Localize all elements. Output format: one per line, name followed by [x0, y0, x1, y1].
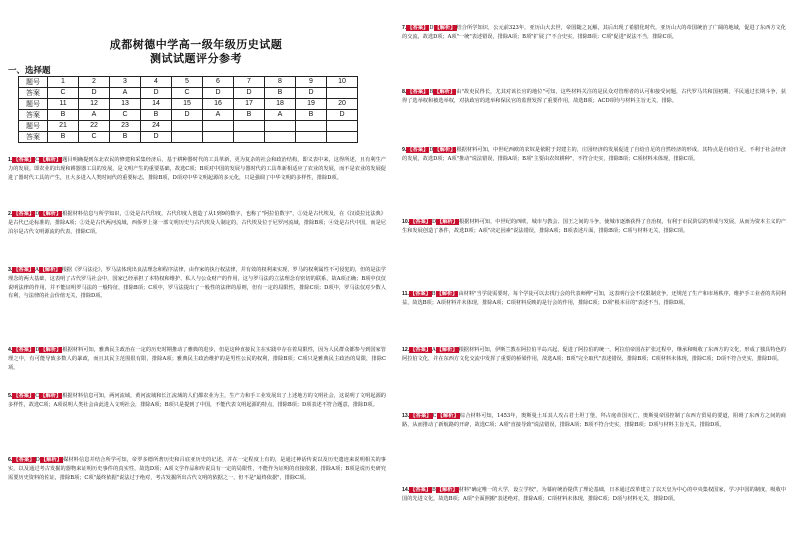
question-7: 7.【答案】D【解析】结合所学知识，公元前323年，亚历山大去世，帝国随之瓦解，其后出现了希腊化时代，亚历山大的帝国统治了广阔的地域，促进了东西方文化的交流，故选D项；A项"一统"表述错误，排除A项；B项"扩展了"不合史实，排除B项；C项"促进"说法不当，排除C项。 [402, 25, 786, 40]
answer-key-cell: 5 [172, 77, 203, 88]
answer-key-cell: 14 [141, 99, 172, 110]
answer-key-cell: B [48, 110, 79, 121]
answer-key-cell: A [79, 110, 110, 121]
answer-key-cell [327, 132, 358, 143]
answer-key-cell [296, 121, 327, 132]
answer-key-row-header: 答案 [19, 88, 48, 99]
answer-key-cell [327, 121, 358, 132]
answer-key-cell: C [172, 88, 203, 99]
document-title: 成都树德中学高一级年级历史试题 [109, 38, 283, 51]
answer-key-cell: 1 [48, 77, 79, 88]
question-11: 11.【答案】B【解析】由材料"当学徒需要时，每个学徒可以去找行会的代表师傅"可知，这表明行会不仅限制竞争，还规范了生产和市场秩序，维护手工业者的共同利益，故选B项；A项材料并未体现，排除A项；C项材料反映的是行会的作用，排除C项；D项"根本目的"表述不当，排除D项。 [402, 291, 786, 306]
answer-key-cell: 11 [48, 99, 79, 110]
answer-key-answer-row [19, 132, 358, 143]
answer-key-cell: D [141, 88, 172, 99]
section-heading-choice: 一、选择题 [8, 66, 51, 76]
answer-key-cell [234, 121, 265, 132]
answer-key-cell: 23 [110, 121, 141, 132]
answer-key-cell: D [296, 88, 327, 99]
answer-key-cell: 9 [296, 77, 327, 88]
answer-key-cell: D [203, 88, 234, 99]
answer-key-cell: A [265, 110, 296, 121]
answer-key-cell [172, 132, 203, 143]
question-10: 10.【答案】D【解析】根据材料可知，中世纪的西欧，城市与教会、国王之间的斗争，使城市逐渐获得了自治权，有利于市民阶层的形成与发展，从而为资本主义的产生和发展创造了条件，故选D项；A项"决定因素"说法错误，排除A项；B项表述片面，排除B项；C项与材料无关，排除C项。 [402, 219, 786, 234]
question-2: 2.【答案】D【解析】根据材料信息与所学知识，②处是古代印度，古代印度人创造了从1到9的数字，也称了"阿拉伯数字"，①处是古代埃及，在《汉谟拉比法典》是古代已论标准的，排除A项；②处是古代两河流域，西侨罗上第一部文明历史与古代埃及人制定的，古代埃及位于尼罗河流域，排除B项；④处是古代中国，而是尼泊尔是古代文明源流的代表，排除C项。 [8, 211, 386, 235]
left-column [0, 0, 392, 560]
answer-key-cell: 19 [296, 99, 327, 110]
answer-key-cell [203, 121, 234, 132]
answer-key-cell: 16 [203, 99, 234, 110]
answer-key-cell: 18 [265, 99, 296, 110]
answer-key-cell [265, 132, 296, 143]
answer-key-cell: C [48, 88, 79, 99]
answer-key-table [18, 76, 358, 143]
answer-key-cell: C [79, 132, 110, 143]
question-4: 4.【答案】D【解析】根据材料可知，雅典民主政治在一定的历史时期推动了雅典的进步，但是这种直接民主在实践中存在着局限性，因为人民群众都参与到国家管理之中，有可能导致多数人的暴政，而且其民主范围很有限，排除A项；雅典民主政治维护的是男性公民的权利，排除B项；C项只是雅典民主政治的局限，排除C项。 [8, 347, 386, 371]
answer-key-cell: B [48, 132, 79, 143]
question-9: 9.【答案】D【解析】根据材料可知，中世纪西欧的农奴是依附于封建主的，庄园经济的发展促进了自给自足的自然经济的形成，其特点是自给自足，不利于社会经济的发展，故选D项；A项"推动"说法错误，排除A项；B项"主要由农奴耕种"，不符合史实，排除B项；C项材料未体现，排除C项。 [402, 147, 786, 162]
answer-key-row-header: 题号 [19, 77, 48, 88]
answer-key-cell: B [265, 88, 296, 99]
answer-key-cell: 20 [327, 99, 358, 110]
answer-key-cell: A [203, 110, 234, 121]
answer-key-row-header: 答案 [19, 132, 48, 143]
question-1: 1.【答案】C【解析】题目明确提到东北农民的修建和采集经济后，基于耕种器时代的工具革新，更为复杂的社会和政治结构，即义表中来，这得所述，且有利生产力的发展。即农业的出现和耕器器工具的发展，是文明产生的重要基础，故选C项；B项对中国的发展与器时代的工具革新相适应了农业的发展，而不是农业的发展促进了器时代工具的产生，且大多进入人类时间代的重要标志，排除B项，D项对中华文明起源的多元化，只是强调了中华文明的多样性，排除D项。 [8, 157, 386, 181]
answer-key-cell [203, 132, 234, 143]
answer-key-cell: 21 [48, 121, 79, 132]
answer-key-cell [172, 121, 203, 132]
answer-key-cell: D [327, 110, 358, 121]
right-column [400, 0, 794, 560]
answer-key-cell: B [141, 110, 172, 121]
question-8: 8.【答案】B【解析】由"故吏民得长，尤其对该长官的地位"可知，这些材料关注的是民众对管理者的认可和接受问题，古代罗马共和国初期，平民通过长期斗争，获得了选举权和被选举权，对执政官的选举和保民官的监督发挥了重要作用，故选B项；ACD项均与材料主旨无关，排除。 [402, 89, 786, 104]
document-subtitle: 测试试题评分参考 [150, 52, 242, 65]
question-3: 3.【答案】A【解析】根据《罗马法论》，罗马法体现出良法理念和程序法律，由作家的执行权法律，并有效的权利来实现，罗马的权利属性不可侵犯的，但的是法学理念的两大基础，这表明了古代罗马社会中，国家已经承担了本特权和维护、私人与公众财产的作用，这与罗马法的立法理念有密切的联系，故A项正确；B项中仅仅说明法律的作用，并不能证明罗马法的一般特征，排除B项；C项中，罗马法提出了一般性的法律的原则，但有一定的局限性，排除C项；D项中，罗马法仅对少数人有利，与法律的社会价值无关，排除D项。 [8, 267, 386, 300]
answer-key-cell [327, 88, 358, 99]
answer-key-cell: 8 [265, 77, 296, 88]
answer-key-cell: 10 [327, 77, 358, 88]
answer-key-cell: 13 [110, 99, 141, 110]
answer-key-answer-row [19, 88, 358, 99]
question-14: 14.【答案】B【解析】材料"确定唯一的大学，设立学校"，为幕府统治提供了理论基础，日本通过改革建立了以天皇为中心的中央集权国家，学习中国的制度，吸收中国的先进文化，故选B项；A项"全面照搬"表述绝对，排除A项；C项材料未体现，排除C项；D项与材料无关，排除D项。 [402, 487, 786, 502]
answer-key-cell: 12 [79, 99, 110, 110]
answer-key-cell [265, 121, 296, 132]
answer-key-cell: 4 [141, 77, 172, 88]
answer-key-cell: D [172, 110, 203, 121]
answer-key-cell: 7 [234, 77, 265, 88]
question-5: 5.【答案】C【解析】根据材料信息可知，两河流域，黄河流域和长江流域的人们都农业为主，生产力和手工业发展出了上述地方的文明社会，这说明了文明起源的多样性，故选C项；A项说明人类社会由此进入文明社会，排除A项；B项只是提到了中国，不能代表文明起源的特点，排除B项；D项表述不符合题意，排除D项。 [8, 393, 386, 408]
answer-key-cell: B [296, 110, 327, 121]
answer-key-cell: B [234, 110, 265, 121]
answer-key-cell: 17 [234, 99, 265, 110]
question-12: 12.【答案】A【解析】根据材料可知，伊斯兰教在阿拉伯半岛兴起，促进了阿拉伯的统一，阿拉伯帝国在扩张过程中，继承和吸收了东西方的文化，形成了独具特色的阿拉伯文化，并在东西方文化交流中发挥了重要的桥梁作用，故选A项；B项"完全取代"表述错误，排除B项；C项材料未体现，排除C项；D项不符合史实，排除D项。 [402, 347, 786, 362]
answer-key-cell: 24 [141, 121, 172, 132]
answer-key-cell: A [110, 88, 141, 99]
answer-key-answer-row [19, 110, 358, 121]
answer-key-cell: C [110, 110, 141, 121]
answer-key-number-row [19, 121, 358, 132]
answer-key-row-header: 答案 [19, 110, 48, 121]
question-13: 13.【答案】C【解析】综合材料可知，1453年，奥斯曼土耳其人攻占君士坦丁堡，拜占庭帝国灭亡，奥斯曼帝国控制了东西方贸易的要道，阻碍了东西方之间的商路，从而推动了新航路的开辟，故选C项；A项"直接导致"说法错误，排除A项；B项不符合史实，排除B项；D项与材料主旨无关，排除D项。 [402, 413, 786, 428]
answer-key-cell: D [79, 88, 110, 99]
answer-key-number-row [19, 77, 358, 88]
answer-key-cell: 3 [110, 77, 141, 88]
answer-key-cell: B [110, 132, 141, 143]
answer-key-cell: 22 [79, 121, 110, 132]
answer-key-cell: D [141, 132, 172, 143]
answer-key-cell: 2 [79, 77, 110, 88]
answer-key-row-header: 题号 [19, 121, 48, 132]
answer-key-cell [234, 132, 265, 143]
answer-key-row-header: 题号 [19, 99, 48, 110]
answer-key-number-row [19, 99, 358, 110]
answer-key-cell: 15 [172, 99, 203, 110]
answer-key-cell [296, 132, 327, 143]
answer-key-cell: 6 [203, 77, 234, 88]
question-6: 6.【答案】D【解析】媒材料信息并结合所学可知，帝罗多德所著历史和吕底亚历史的记述，并在一定程度上有的，是通过神话传说以及历史遗迹来说明相关的事实，以及通过考古发掘的器物来证明历史事件的真实性，故选D项；A项文学作品和传说具有一定的局限性，不能作为证明的直接依据，排除A项；B项是说历史研究需要历史资料的佐证，排除B项；C项"最终依据"说法过于绝对，考古发掘所出古代文明的依据之一，但不是"最终依据"，排除C项。 [8, 457, 386, 481]
answer-key-cell: D [234, 88, 265, 99]
